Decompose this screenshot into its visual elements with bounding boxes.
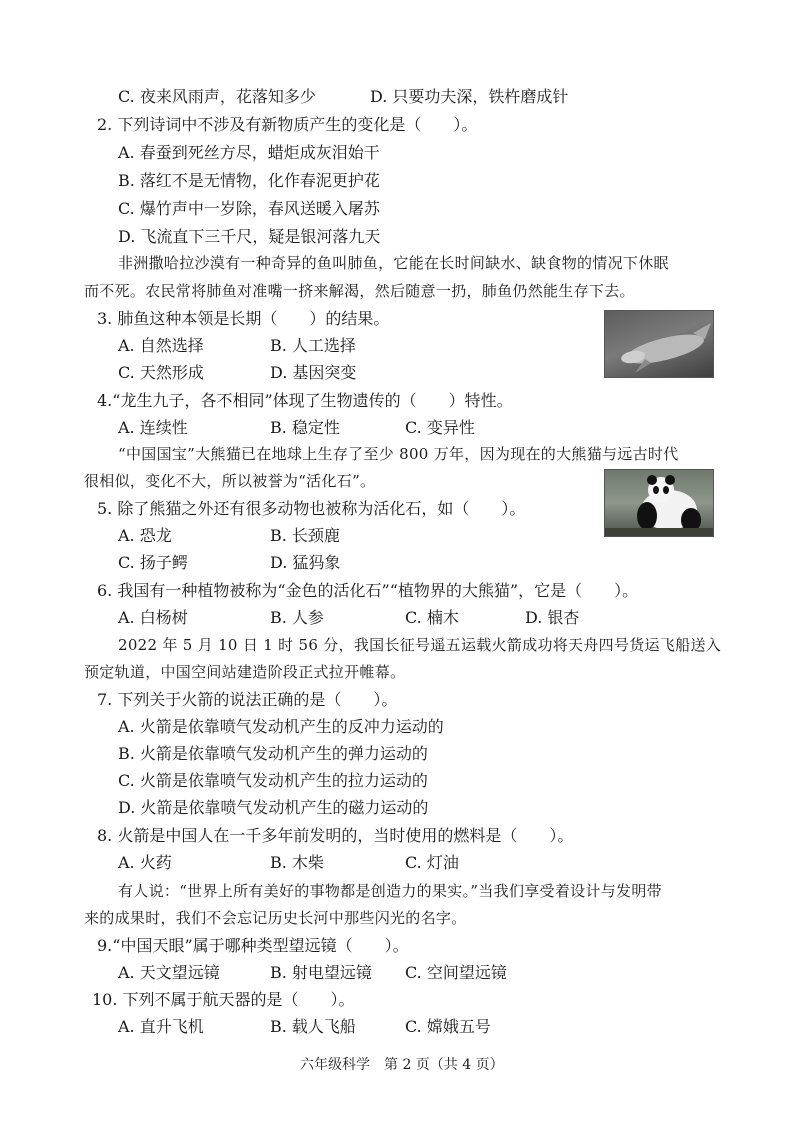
q8-option-b: B. 木柴 [270, 853, 324, 872]
passage-lungfish-line1: 非洲撒哈拉沙漠有一种奇异的鱼叫肺鱼，它能在长时间缺水、缺食物的情况下休眠 [118, 254, 669, 272]
q2-stem: 2. 下列诗词中不涉及有新物质产生的变化是（ ）。 [97, 115, 478, 134]
q1-option-d: D. 只要功夫深，铁杵磨成针 [370, 87, 569, 106]
panda-image [605, 470, 713, 536]
q9-stem: 9.“中国天眼”属于哪种类型望远镜（ ）。 [97, 936, 409, 955]
passage-invention-line2: 来的成果时，我们不会忘记历史长河中那些闪光的名字。 [84, 909, 467, 927]
q9-option-a: A. 天文望远镜 [118, 963, 220, 982]
q4-option-c: C. 变异性 [405, 418, 475, 437]
passage-panda-line1: “中国国宝”大熊猫已在地球上生存了至少 800 万年，因为现在的大熊猫与远古时代 [118, 445, 679, 463]
q8-stem: 8. 火箭是中国人在一千多年前发明的，当时使用的燃料是（ ）。 [97, 826, 574, 845]
q3-option-c: C. 天然形成 [118, 363, 204, 382]
panda-photo [604, 469, 714, 537]
q3-option-a: A. 自然选择 [118, 336, 204, 355]
lungfish-photo [604, 310, 714, 378]
q1-option-c: C. 夜来风雨声，花落知多少 [118, 87, 316, 106]
q6-stem: 6. 我国有一种植物被称为“金色的活化石”“植物界的大熊猫”，它是（ ）。 [97, 581, 639, 600]
q3-stem: 3. 肺鱼这种本领是长期（ ）的结果。 [97, 309, 390, 328]
q8-option-a: A. 火药 [118, 853, 172, 872]
q7-option-c: C. 火箭是依靠喷气发动机产生的拉力运动的 [118, 771, 428, 790]
q9-option-b: B. 射电望远镜 [270, 963, 372, 982]
q6-option-c: C. 楠木 [405, 608, 459, 627]
passage-rocket-line2: 预定轨道，中国空间站建造阶段正式拉开帷幕。 [84, 663, 406, 681]
q3-option-d: D. 基因突变 [270, 363, 357, 382]
passage-invention-line1: 有人说：“世界上所有美好的事物都是创造力的果实。”当我们享受着设计与发明带 [118, 882, 662, 900]
lungfish-image [605, 311, 713, 377]
q2-option-c: C. 爆竹声中一岁除，春风送暖入屠苏 [118, 199, 380, 218]
q3-option-b: B. 人工选择 [270, 336, 356, 355]
q5-option-b: B. 长颈鹿 [270, 526, 340, 545]
passage-rocket-line1: 2022 年 5 月 10 日 1 时 56 分，我国长征号遥五运载火箭成功将天舟四号货运飞船送入 [118, 636, 722, 654]
q2-option-b: B. 落红不是无情物，化作春泥更护花 [118, 171, 380, 190]
q8-option-c: C. 灯油 [405, 853, 459, 872]
passage-panda-line2: 很相似，变化不大，所以被誉为“活化石”。 [84, 472, 376, 490]
q2-option-d: D. 飞流直下三千尺，疑是银河落九天 [118, 227, 381, 246]
q5-option-a: A. 恐龙 [118, 526, 172, 545]
q10-stem: 10. 下列不属于航天器的是（ ）。 [92, 990, 355, 1009]
q6-option-b: B. 人参 [270, 608, 324, 627]
q9-option-c: C. 空间望远镜 [405, 963, 507, 982]
q10-option-c: C. 嫦娥五号 [405, 1017, 491, 1036]
q7-option-b: B. 火箭是依靠喷气发动机产生的弹力运动的 [118, 744, 428, 763]
q10-option-b: B. 载人飞船 [270, 1017, 356, 1036]
q5-option-c: C. 扬子鳄 [118, 553, 188, 572]
page-footer: 六年级科学 第 2 页（共 4 页） [300, 1057, 504, 1073]
q5-option-d: D. 猛犸象 [270, 553, 341, 572]
q7-option-a: A. 火箭是依靠喷气发动机产生的反冲力运动的 [118, 717, 444, 736]
q6-option-d: D. 银杏 [525, 608, 580, 627]
q4-stem: 4.“龙生九子，各不相同”体现了生物遗传的（ ）特性。 [97, 391, 513, 410]
q4-option-b: B. 稳定性 [270, 418, 340, 437]
q2-option-a: A. 春蚕到死丝方尽，蜡炬成灰泪始干 [118, 143, 380, 162]
q6-option-a: A. 白杨树 [118, 608, 188, 627]
q5-stem: 5. 除了熊猫之外还有很多动物也被称为活化石，如（ ）。 [97, 499, 526, 518]
q10-option-a: A. 直升飞机 [118, 1017, 204, 1036]
q7-option-d: D. 火箭是依靠喷气发动机产生的磁力运动的 [118, 798, 429, 817]
q4-option-a: A. 连续性 [118, 418, 188, 437]
q7-stem: 7. 下列关于火箭的说法正确的是（ ）。 [97, 690, 398, 709]
passage-lungfish-line2: 而不死。农民常将肺鱼对准嘴一挤来解渴，然后随意一扔，肺鱼仍然能生存下去。 [84, 282, 635, 300]
